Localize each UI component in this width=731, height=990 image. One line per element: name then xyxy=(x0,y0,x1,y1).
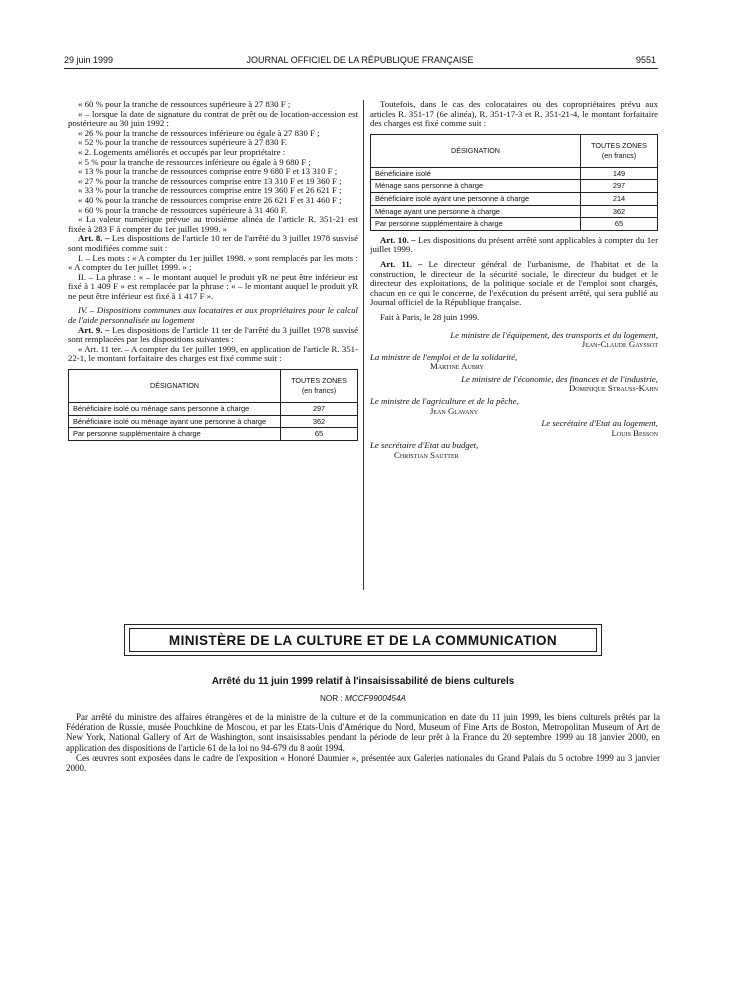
arrete-paragraph: Par arrêté du ministre des affaires étrangères et de la ministre de la culture et de la communication en date du 11 juin 1999, les biens culturels prêtés par la Fédération de Russie, musée Pouchkine de Moscou, et par les Etats-Unis d'Amérique du Nord, Museum of Fine Arts de Boston, Metropolitan Museum of Art de New York, National Gallery of Art de Washington, sont insaisissables pendant la période de leur prêt à la France du 20 septembre 1999 au 18 janvier 2000, en application des dispositions de l'article 61 de la loi no 94-679 du 8 août 1994. xyxy=(66,712,660,753)
table-header-zones: TOUTES ZONES (en francs) xyxy=(281,370,358,403)
arrete-title: Arrêté du 11 juin 1999 relatif à l'insaisissabilité de biens culturels xyxy=(211,676,515,687)
ministry-banner-title: MINISTÈRE DE LA CULTURE ET DE LA COMMUNICATION xyxy=(129,628,597,652)
arrete-body xyxy=(66,712,660,773)
right-intro: Toutefois, dans le cas des colocataires ou des copropriétaires prévu aux articles R. 351-17 (6e alinéa), R. 351-17-3 et R. 351-21-4, le montant forfaitaire des charges est fixé comme suit : xyxy=(370,99,658,129)
table-cell-label: Par personne supplémentaire à charge xyxy=(69,428,281,441)
article-10-label: Art. 10. – xyxy=(380,234,416,245)
right-column xyxy=(370,100,658,461)
signature-name: Christian Sautter xyxy=(394,450,459,461)
signature-name: Dominique Strauss-Kahn xyxy=(568,383,658,394)
table-cell-value: 149 xyxy=(581,167,658,180)
article-9-label: Art. 9. – xyxy=(78,324,110,335)
table-row xyxy=(69,428,358,441)
section-iv-heading: IV. – Dispositions communes aux locataires et aux propriétaires pour le calcul de l'aide personnalisée au logement xyxy=(68,305,358,326)
header-date: 29 juin 1999 xyxy=(64,55,114,65)
paragraph: « 40 % pour la tranche de ressources comprise entre 26 621 F et 31 460 F ; xyxy=(78,194,342,205)
table-cell-label: Bénéficiaire isolé ayant une personne à charge xyxy=(371,192,581,205)
ministry-banner xyxy=(124,624,602,656)
table-cell-label: Par personne supplémentaire à charge xyxy=(371,218,581,231)
paragraph: « 60 % pour la tranche de ressources supérieure à 27 830 F ; xyxy=(78,99,291,109)
table-cell-label: Bénéficiaire isolé ou ménage sans personne à charge xyxy=(69,403,281,416)
paragraph: « 52 % pour la tranche de ressources supérieure à 27 830 F. xyxy=(78,137,288,148)
article-8-item-1: I. – Les mots : « A compter du 1er juillet 1998. » sont remplacés par les mots : « A compter du 1er juillet 1999. » ; xyxy=(68,252,358,273)
table-cell-label: Ménage ayant une personne à charge xyxy=(371,205,581,218)
article-8-label: Art. 8. – xyxy=(78,233,110,244)
table-row xyxy=(371,192,658,205)
table-row xyxy=(371,218,658,231)
signature-block xyxy=(370,375,658,394)
table-row xyxy=(371,180,658,193)
nor-label: NOR : xyxy=(319,694,343,703)
header-page-number: 9551 xyxy=(635,55,656,65)
table-header-zones: TOUTES ZONES (en francs) xyxy=(581,134,658,167)
table-cell-label: Ménage sans personne à charge xyxy=(371,180,581,193)
signature-title: Le secrétaire d'Etat au budget, xyxy=(370,440,479,451)
table-row xyxy=(371,205,658,218)
signature-block xyxy=(370,397,658,416)
table-row xyxy=(69,415,358,428)
header-rule xyxy=(64,68,658,69)
article-11-label: Art. 11. – xyxy=(380,258,423,269)
article-10-text: Les dispositions du présent arrêté sont applicables à compter du 1er juillet 1999. xyxy=(370,234,658,255)
arrete-paragraph: Ces œuvres sont exposées dans le cadre de l'exposition « Honoré Daumier », présentée aux Galeries nationales du Grand Palais du 5 octobre 1999 au 3 janvier 2000. xyxy=(66,752,660,774)
article-9-quote: « Art. 11 ter. – A compter du 1er juillet 1999, en application de l'article R. 351-22-1, le montant forfaitaire des charges est fixé comme suit : xyxy=(68,343,358,364)
paragraph: « 2. Logements améliorés et occupés par leur propriétaire : xyxy=(78,146,286,157)
article-10 xyxy=(370,236,658,255)
table-cell-label: Bénéficiaire isolé ou ménage ayant une personne à charge xyxy=(69,415,281,428)
table-cell-value: 362 xyxy=(581,205,658,218)
charges-table-colocataires xyxy=(370,134,658,231)
paragraph: « 26 % pour la tranche de ressources inférieure ou égale à 27 830 F ; xyxy=(78,127,320,138)
paragraph: « 27 % pour la tranche de ressources comprise entre 13 310 F et 19 360 F ; xyxy=(78,175,342,186)
paragraph: « 60 % pour la tranche de ressources supérieure à 31 460 F. xyxy=(78,204,288,215)
signature-title: Le ministre de l'économie, des finances et de l'industrie, xyxy=(461,373,658,384)
signature-title: Le ministre de l'agriculture et de la pêche, xyxy=(370,396,519,407)
page-header xyxy=(64,55,656,69)
fait-a-paris: Fait à Paris, le 28 juin 1999. xyxy=(380,311,480,322)
table-header-designation: DÉSIGNATION xyxy=(69,370,281,403)
signature-title: Le secrétaire d'Etat au logement, xyxy=(541,418,658,429)
signature-name: Louis Besson xyxy=(611,427,658,438)
table-cell-value: 65 xyxy=(581,218,658,231)
table-row xyxy=(371,167,658,180)
article-8-text: Les dispositions de l'article 10 ter de l'arrêté du 3 juillet 1978 susvisé sont modifiées comme suit : xyxy=(68,233,359,253)
signature-name: Jean-Claude Gayssot xyxy=(581,339,658,350)
signature-block xyxy=(370,419,658,438)
paragraph: « 13 % pour la tranche de ressources comprise entre 9 680 F et 13 310 F ; xyxy=(78,166,338,177)
column-divider xyxy=(363,100,364,590)
table-cell-label: Bénéficiaire isolé xyxy=(371,167,581,180)
nor-reference xyxy=(64,694,662,703)
signature-title: Le ministre de l'équipement, des transports et du logement, xyxy=(450,329,658,340)
table-cell-value: 214 xyxy=(581,192,658,205)
charges-table-general xyxy=(68,369,358,441)
article-8-item-2: II. – La phrase : « – le montant auquel le produit yR ne peut être inférieur est fixé à 1 409 F » est remplacée par la phrase : « – le montant auquel le produit yR ne peut être inférieur est fixé à 1 417 F ». xyxy=(68,271,358,301)
paragraph: « – lorsque la date de signature du contrat de prêt ou de location-accession est postérieure au 30 juin 1992 : xyxy=(68,108,358,129)
nor-code: MCCF9900454A xyxy=(345,694,406,703)
header-journal-title: JOURNAL OFFICIEL DE LA RÉPUBLIQUE FRANÇAISE xyxy=(246,55,474,65)
article-11-text: Le directeur général de l'urbanisme, de l'habitat et de la construction, le directeur de la sécurité sociale, le directeur du budget et le directeur des exploitations, de la politique sociale et de l'emploi sont chargés, chacun en ce qui le concerne, de l'exécution du présent arrêté, qui sera publié au Journal officiel de la République française. xyxy=(370,258,658,308)
signature-block xyxy=(370,331,658,350)
signature-block xyxy=(370,353,658,372)
paragraph: « 33 % pour la tranche de ressources comprise entre 19 360 F et 26 621 F ; xyxy=(78,185,342,196)
paragraph: « 5 % pour la tranche de ressources inférieure ou égale à 9 680 F ; xyxy=(78,156,311,167)
table-cell-value: 297 xyxy=(281,403,358,416)
signature-title: La ministre de l'emploi et de la solidarité, xyxy=(370,351,518,362)
paragraph: « La valeur numérique prévue au troisième alinéa de l'article R. 351-21 est fixée à 283 F à compter du 1er juillet 1999. » xyxy=(68,214,358,234)
article-8 xyxy=(68,234,358,253)
table-cell-value: 297 xyxy=(581,180,658,193)
article-9-text: Les dispositions de l'article 11 ter de l'arrêté du 3 juillet 1978 susvisé sont remplacées par les dispositions suivantes : xyxy=(68,324,359,345)
table-cell-value: 65 xyxy=(281,428,358,441)
table-row xyxy=(69,403,358,416)
signature-name: Martine Aubry xyxy=(430,361,484,372)
left-column xyxy=(68,100,358,441)
article-9 xyxy=(68,326,358,345)
article-11 xyxy=(370,260,658,308)
table-cell-value: 362 xyxy=(281,415,358,428)
signature-name: Jean Glavany xyxy=(430,405,479,416)
signature-block xyxy=(370,441,658,460)
table-header-designation: DÉSIGNATION xyxy=(371,134,581,167)
